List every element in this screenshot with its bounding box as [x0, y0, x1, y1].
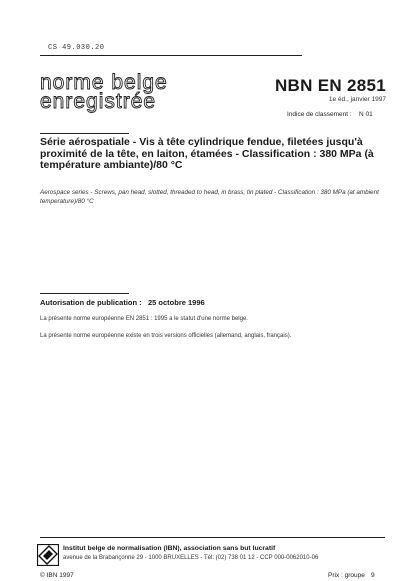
copyright: © IBN 1997: [40, 572, 74, 579]
ibn-logo-icon: [37, 544, 59, 566]
title-divider: [40, 133, 129, 134]
english-title: Aerospace series - Screws, pan head, slotted, threaded to head, in brass, tin plated - Classification : 380 MPa (at ambient temperature)/80 °C: [40, 189, 379, 205]
classification-label: Indice de classement :: [287, 111, 352, 118]
publication-divider: [40, 293, 129, 294]
standard-number: NBN EN 2851: [274, 76, 386, 95]
edition-date: 1e éd., janvier 1997: [328, 96, 386, 103]
institute-address: avenue de la Brabançonne 29 - 1000 BRUXELLES - Tél: (02) 738 01 12 - CCP 000-0062010-06: [63, 555, 319, 561]
price-group-label: Prix : groupe: [328, 572, 365, 579]
status-note: La présente norme européenne EN 2851 : 1995 a le statut d'une norme belge.: [40, 316, 248, 322]
versions-note: La présente norme européenne existe en trois versions officielles (allemand, anglais, français).: [40, 333, 292, 339]
norme-belge-heading: norme belge: [40, 71, 168, 94]
ics-code: CS 49.030.20: [48, 44, 105, 52]
enregistree-heading: enregistrée: [40, 90, 157, 113]
authorisation-date: 25 octobre 1996: [148, 298, 205, 307]
top-divider: [40, 55, 302, 56]
price-group-value: 9: [371, 572, 375, 579]
classification-value: N 01: [359, 111, 373, 118]
footer-divider: [40, 537, 385, 538]
document-title: Série aérospatiale - Vis à tête cylindrique fendue, filetées jusqu'à proximité de la tête, en laiton, étamées - Classification : 380 MPa (à température ambiante)/80 °C: [40, 136, 374, 171]
institute-name: Institut belge de normalisation (IBN), association sans but lucratif: [63, 545, 276, 552]
authorisation-label: Autorisation de publication :: [40, 298, 142, 307]
